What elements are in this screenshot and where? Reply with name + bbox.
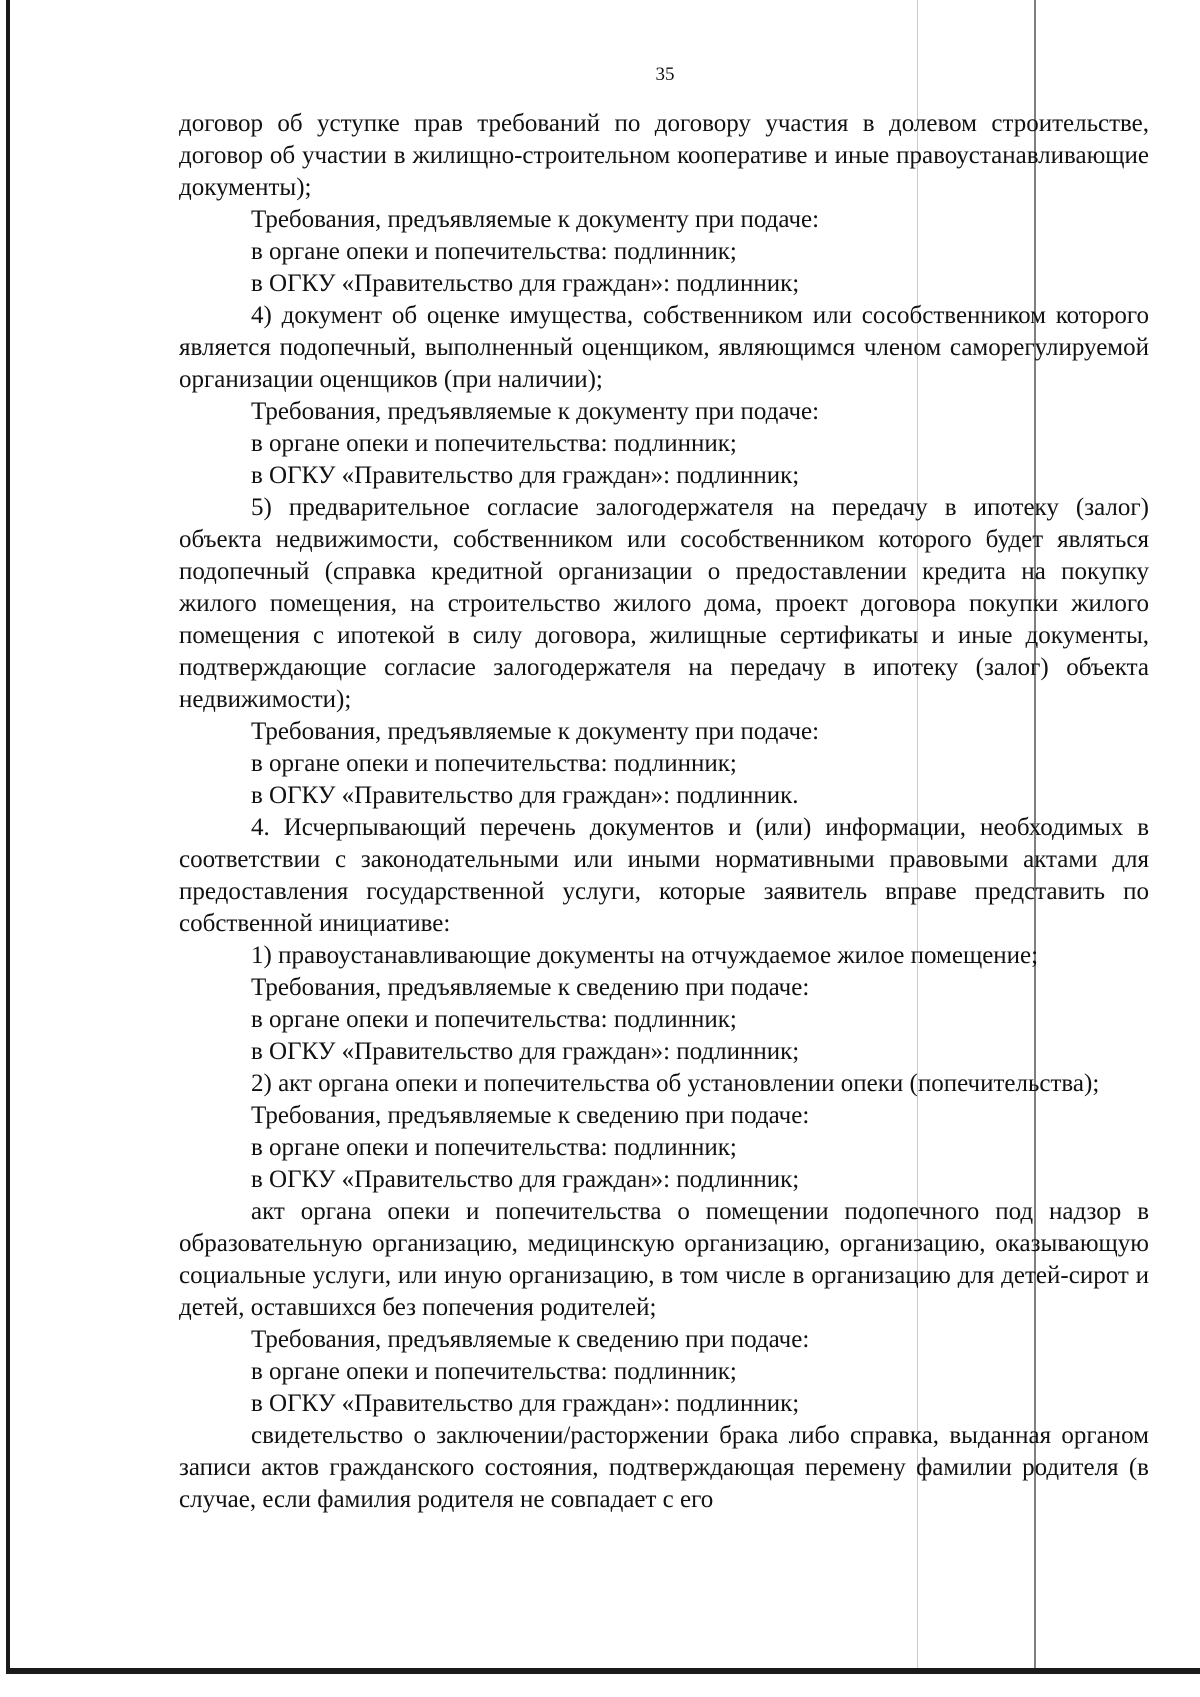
paragraph: в органе опеки и попечительства: подлинник;	[251, 1006, 737, 1033]
paragraph: в ОГКУ «Правительство для граждан»: подлинник.	[251, 782, 799, 809]
paragraph: в органе опеки и попечительства: подлинник;	[251, 1358, 737, 1385]
paragraph: свидетельство о заключении/расторжении брака либо справка, выданная органом записи актов гражданского состояния, подтверждающая перемену фамилии родителя (в случае, если фамилия родителя не совпадает с его	[179, 1422, 1149, 1513]
paragraph: в органе опеки и попечительства: подлинник;	[251, 1134, 737, 1161]
paragraph: 4. Исчерпывающий перечень документов и (или) информации, необходимых в соответствии с законодательными или иными нормативными правовыми актами для предоставления государственной услуги, которые заявитель вправе представить по собственной инициативе:	[179, 814, 1149, 937]
paragraph: 4) документ об оценке имущества, собственником или сособственником которого является подопечный, выполненный оценщиком, являющимся членом саморегулируемой организации оценщиков (при наличии);	[179, 302, 1149, 393]
paragraph: в ОГКУ «Правительство для граждан»: подлинник;	[251, 1390, 800, 1417]
paragraph: в органе опеки и попечительства: подлинник;	[251, 238, 737, 265]
paragraph: в органе опеки и попечительства: подлинник;	[251, 750, 737, 777]
paragraph: Требования, предъявляемые к документу при подаче:	[251, 398, 820, 425]
paragraph: 1) правоустанавливающие документы на отчуждаемое жилое помещение;	[251, 942, 1039, 969]
paragraph: в ОГКУ «Правительство для граждан»: подлинник;	[251, 270, 800, 297]
paragraph: Требования, предъявляемые к сведению при подаче:	[251, 1102, 810, 1129]
paragraph: в ОГКУ «Правительство для граждан»: подлинник;	[251, 462, 800, 489]
paragraph: в органе опеки и попечительства: подлинник;	[251, 430, 737, 457]
paragraph: Требования, предъявляемые к документу при подаче:	[251, 206, 820, 233]
document-body	[179, 108, 1149, 1516]
page-number: 35	[655, 64, 675, 85]
scan-edge-left	[6, 0, 10, 1672]
paragraph: договор об уступке прав требований по договору участия в долевом строительстве, договор об участии в жилищно-строительном кооперативе и иные правоустанавливающие документы);	[179, 110, 1149, 201]
paragraph: Требования, предъявляемые к сведению при подаче:	[251, 974, 810, 1001]
paragraph: в ОГКУ «Правительство для граждан»: подлинник;	[251, 1038, 800, 1065]
paragraph: 2) акт органа опеки и попечительства об установлении опеки (попечительства);	[251, 1070, 1100, 1097]
paragraph: акт органа опеки и попечительства о помещении подопечного под надзор в образовательную организацию, медицинскую организацию, организацию, оказывающую социальные услуги, или иную организацию, в том числе в организацию для детей-сирот и детей, оставшихся без попечения родителей;	[179, 1198, 1149, 1321]
scan-edge-bottom	[6, 1668, 1200, 1674]
paragraph: в ОГКУ «Правительство для граждан»: подлинник;	[251, 1166, 800, 1193]
paragraph: Требования, предъявляемые к документу при подаче:	[251, 718, 820, 745]
paragraph: Требования, предъявляемые к сведению при подаче:	[251, 1326, 810, 1353]
paragraph: 5) предварительное согласие залогодержателя на передачу в ипотеку (залог) объекта недвижимости, собственником или сособственником которого будет являться подопечный (справка кредитной организации о предоставлении кредита на покупку жилого помещения, на строительство жилого дома, проект договора покупки жилого помещения с ипотекой в силу договора, жилищные сертификаты и иные документы, подтверждающие согласие залогодержателя на передачу в ипотеку (залог) объекта недвижимости);	[179, 494, 1149, 713]
